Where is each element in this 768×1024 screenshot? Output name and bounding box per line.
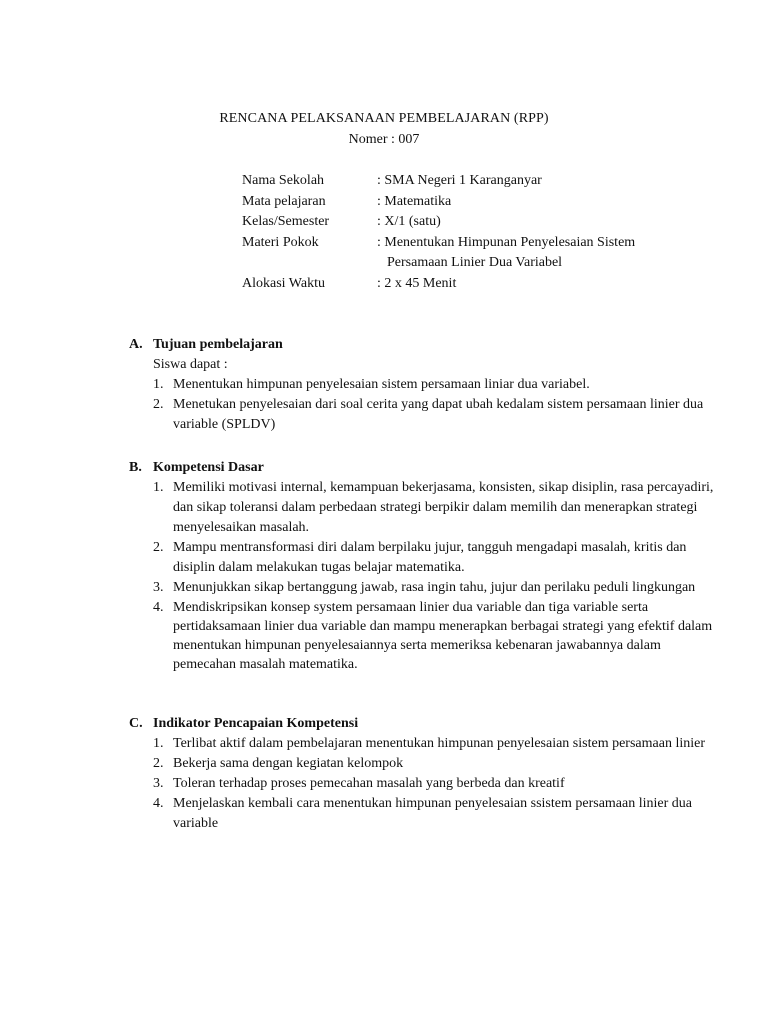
item-number: 2. <box>153 540 164 555</box>
info-value <box>377 171 702 192</box>
list-item <box>153 478 719 538</box>
list-item <box>153 794 719 834</box>
info-value-text: : X/1 (satu) <box>377 214 441 229</box>
info-row-school <box>242 171 702 192</box>
info-row-subject <box>242 192 702 213</box>
info-value-text: : Menentukan Himpunan Penyelesaian Sistem <box>377 234 636 250</box>
info-value <box>377 192 702 213</box>
item-text: Toleran terhadap proses pemecahan masalah yang berbeda dan kreatif <box>173 776 565 791</box>
list-item <box>153 598 719 674</box>
school-info-table <box>242 171 702 294</box>
info-label: Kelas/Semester <box>242 214 330 229</box>
info-value <box>377 274 702 295</box>
info-value <box>377 233 702 274</box>
item-text: Memiliki motivasi internal, kemampuan bekerjasama, konsisten, sikap disiplin, rasa percayadiri, dan sikap toleransi dalam perbedaan strategi berpikir dalam memilih dan menerapkan strategi menyelesaikan masalah. <box>173 480 714 535</box>
item-text: Menunjukkan sikap bertanggung jawab, rasa ingin tahu, jujur dan perilaku peduli lingkungan <box>173 580 696 595</box>
section-letter: A. <box>129 337 143 352</box>
info-row-class <box>242 212 702 233</box>
info-row-time <box>242 274 702 295</box>
section-c-indicators <box>129 714 719 834</box>
info-row-topic <box>242 233 702 274</box>
item-number: 1. <box>153 736 164 751</box>
section-title: Indikator Pencapaian Kompetensi <box>153 716 359 731</box>
list-item <box>153 774 719 794</box>
item-text: Terlibat aktif dalam pembelajaran menentukan himpunan penyelesaian sistem persamaan linier <box>173 736 705 751</box>
section-heading <box>129 335 719 355</box>
list-item <box>153 395 719 435</box>
item-text: Menjelaskan kembali cara menentukan himpunan penyelesaian ssistem persamaan linier dua variable <box>173 796 692 831</box>
item-text: Mampu mentransformasi diri dalam berpilaku jujur, tangguh mengadapi masalah, kritis dan disiplin dalam melakukan tugas belajar matematika. <box>173 540 687 575</box>
indicators-list <box>129 734 719 834</box>
info-value-text: : Matematika <box>377 193 452 209</box>
item-text: Menetukan penyelesaian dari soal cerita yang dapat ubah kedalam sistem persamaan linier dua variable (SPLDV) <box>173 397 704 432</box>
item-number: 4. <box>153 600 164 615</box>
section-title: Kompetensi Dasar <box>153 460 264 475</box>
item-number: 1. <box>153 377 164 392</box>
section-a-objectives <box>129 335 719 435</box>
info-label: Nama Sekolah <box>242 173 325 188</box>
info-label: Alokasi Waktu <box>242 275 325 291</box>
section-b-basic-competence <box>129 458 719 674</box>
info-value-text: : 2 x 45 Menit <box>377 275 457 291</box>
item-number: 3. <box>153 776 164 791</box>
item-text: Menentukan himpunan penyelesaian sistem persamaan liniar dua variabel. <box>173 377 590 392</box>
item-text: Mendiskripsikan konsep system persamaan linier dua variable dan tiga variable serta pertidaksamaan linier dua variable dan mampu menerapkan berbagai strategi yang efektif dalam menentukan himpunan penyelesaiannya serta memeriksa kebenaran jawabannya dalam pemecahan masalah matematika. <box>173 600 713 672</box>
list-item <box>153 538 719 578</box>
item-text: Bekerja sama dengan kegiatan kelompok <box>173 756 404 771</box>
list-item <box>153 578 719 598</box>
info-value-continuation: Persamaan Linier Dua Variabel <box>387 255 563 270</box>
info-value-text: : SMA Negeri 1 Karanganyar <box>377 173 542 188</box>
section-title: Tujuan pembelajaran <box>153 337 283 352</box>
section-letter: B. <box>129 460 142 475</box>
info-value <box>377 212 702 233</box>
info-label: Mata pelajaran <box>242 193 326 209</box>
item-number: 4. <box>153 796 164 811</box>
document-number: Nomer : 007 <box>348 132 420 147</box>
document-title: RENCANA PELAKSANAAN PEMBELAJARAN (RPP) <box>219 111 549 126</box>
section-intro: Siswa dapat : <box>153 357 228 372</box>
item-number: 1. <box>153 480 164 495</box>
item-number: 2. <box>153 397 164 412</box>
competence-list <box>129 478 719 598</box>
objectives-list <box>129 375 719 435</box>
list-item <box>153 375 719 395</box>
item-number: 3. <box>153 580 164 595</box>
list-item <box>153 734 719 754</box>
section-heading <box>129 714 719 734</box>
section-letter: C. <box>129 716 143 731</box>
section-heading <box>129 458 719 478</box>
item-number: 2. <box>153 756 164 771</box>
competence-list-continued <box>129 598 719 674</box>
list-item <box>153 754 719 774</box>
info-label: Materi Pokok <box>242 234 319 250</box>
